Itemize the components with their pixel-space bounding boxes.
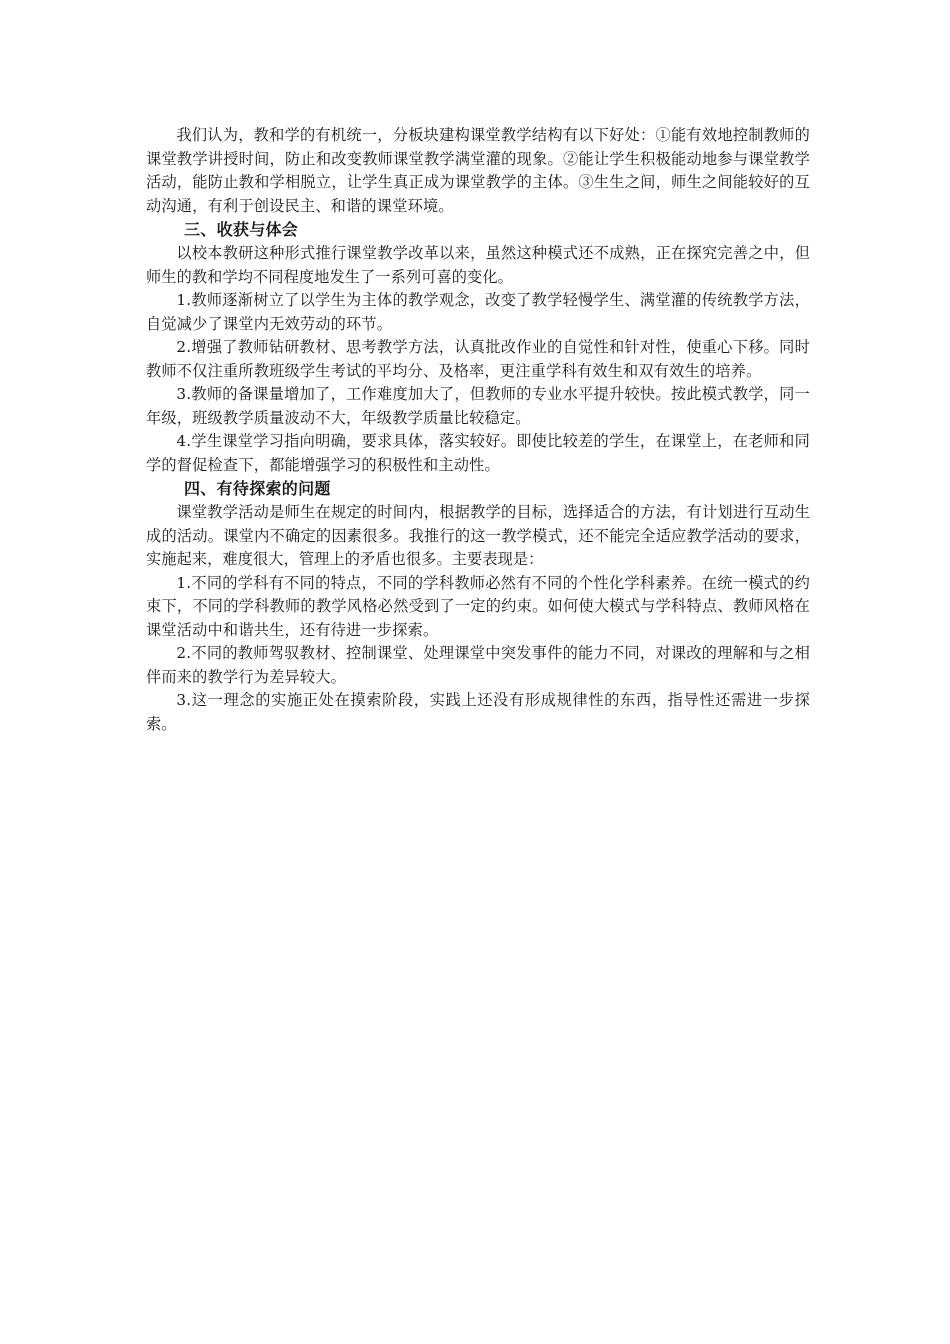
section4-item-2: 2.不同的教师驾驭教材、控制课堂、处理课堂中突发事件的能力不同，对课改的理解和与之相伴而来的教学行为差异较大。 — [146, 644, 810, 686]
section3-intro-paragraph: 以校本教研这种形式推行课堂教学改革以来，虽然这种模式还不成熟，正在探究完善之中，但师生的教和学均不同程度地发生了一系列可喜的变化。 — [146, 244, 810, 286]
section4-item-1: 1.不同的学科有不同的特点，不同的学科教师必然有不同的个性化学科素养。在统一模式的约束下，不同的学科教师的教学风格必然受到了一定的约束。如何使大模式与学科特点、教师风格在课堂活动中和谐共生，还有待进一步探索。 — [146, 573, 810, 639]
document-body — [146, 124, 810, 736]
section-heading-open-issues: 四、有待探索的问题 — [184, 479, 331, 498]
section3-item-4: 4.学生课堂学习指向明确，要求具体，落实较好。即使比较差的学生，在课堂上，在老师和同学的督促检查下，都能增强学习的积极性和主动性。 — [146, 432, 810, 474]
section3-item-2: 2.增强了教师钻研教材、思考教学方法，认真批改作业的自觉性和针对性，使重心下移。同时教师不仅注重所教班级学生考试的平均分、及格率，更注重学科有效生和双有效生的培养。 — [146, 338, 810, 380]
section3-item-1: 1.教师逐渐树立了以学生为主体的教学观念，改变了教学轻慢学生、满堂灌的传统教学方法，自觉减少了课堂内无效劳动的环节。 — [146, 291, 810, 333]
section-heading-harvest: 三、收获与体会 — [184, 220, 299, 239]
section3-item-3: 3.教师的备课量增加了，工作难度加大了，但教师的专业水平提升较快。按此模式教学，同一年级，班级教学质量波动不大，年级教学质量比较稳定。 — [146, 385, 810, 427]
section4-item-3: 3.这一理念的实施正处在摸索阶段，实践上还没有形成规律性的东西，指导性还需进一步探索。 — [146, 691, 810, 733]
section4-intro-paragraph: 课堂教学活动是师生在规定的时间内，根据教学的目标，选择适合的方法，有计划进行互动生成的活动。课堂内不确定的因素很多。我推行的这一教学模式，还不能完全适应教学活动的要求，实施起来，难度很大，管理上的矛盾也很多。主要表现是： — [146, 503, 810, 568]
intro-paragraph: 我们认为，教和学的有机统一，分板块建构课堂教学结构有以下好处：①能有效地控制教师的课堂教学讲授时间，防止和改变教师课堂教学满堂灌的现象。②能让学生积极能动地参与课堂教学活动，能防止教和学相脱立，让学生真正成为课堂教学的主体。③生生之间，师生之间能较好的互动沟通，有利于创设民主、和谐的课堂环境。 — [146, 126, 810, 215]
